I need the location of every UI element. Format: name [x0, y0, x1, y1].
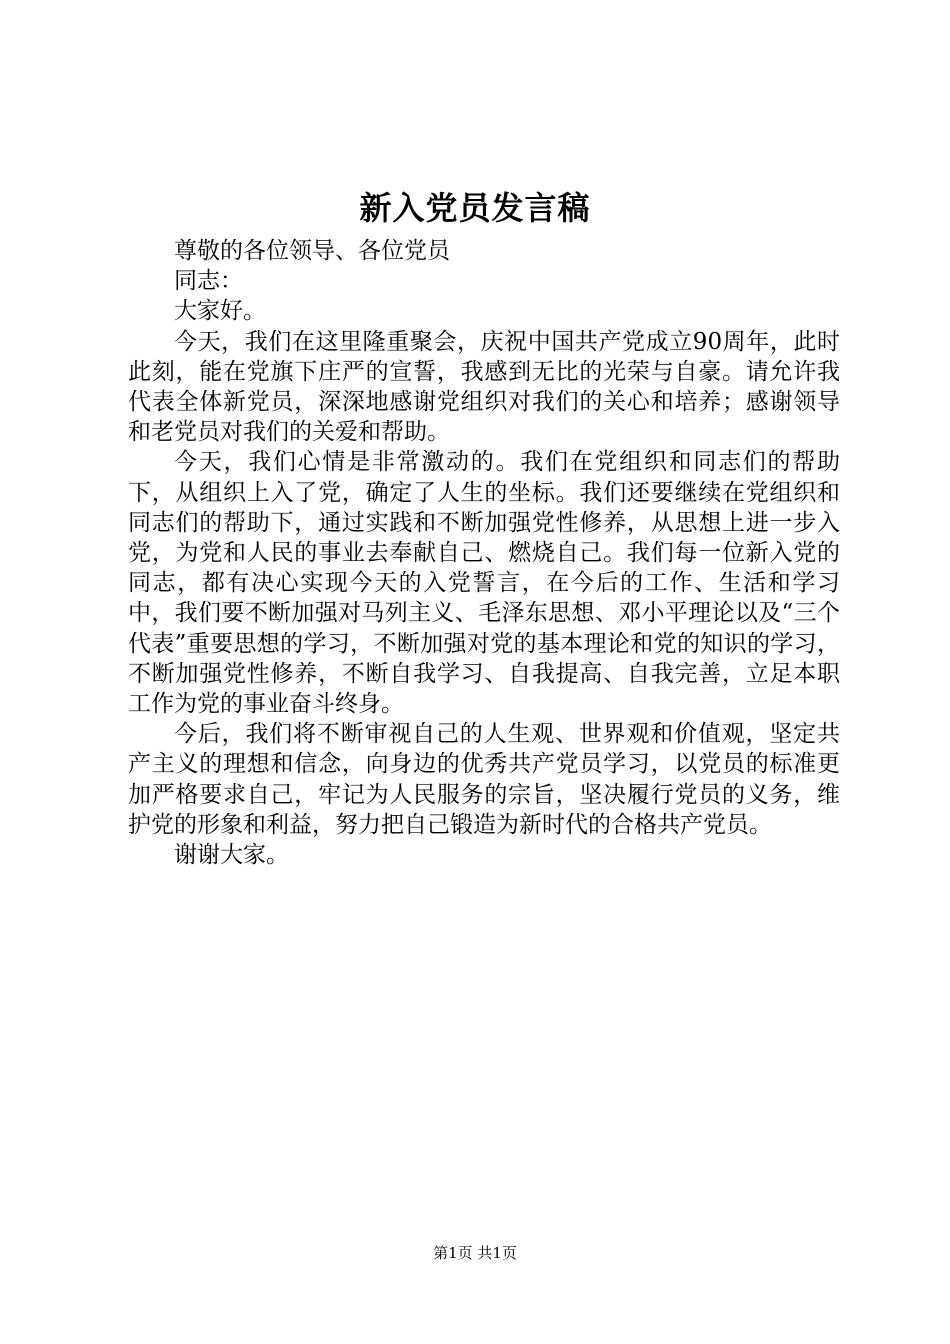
greeting: 大家好。 [174, 298, 266, 325]
document-title: 新入党员发言稿 [359, 189, 591, 227]
document-body [128, 236, 840, 870]
closing: 谢谢大家。 [174, 842, 289, 869]
page-footer: 第1页 共1页 [433, 1244, 517, 1262]
paragraph-1: 今天，我们在这里隆重聚会，庆祝中国共产党成立90周年，此时此刻，能在党旗下庄严的宣誓，我感到无比的光荣与自豪。请允许我代表全体新党员，深深地感谢党组织对我们的关心和培养；感谢领导和老党员对我们的关爱和帮助。 [128, 328, 840, 446]
salutation-line-1: 尊敬的各位领导、各位党员 [174, 238, 450, 264]
paragraph-2: 今天，我们心情是非常激动的。我们在党组织和同志们的帮助下，从组织上入了党，确定了人生的坐标。我们还要继续在党组织和同志们的帮助下，通过实践和不断加强党性修养，从思想上进一步入党，为党和人民的事业去奉献自己、燃烧自己。我们每一位新入党的同志，都有决心实现今天的入党誓言，在今后的工作、生活和学习中，我们要不断加强对马列主义、毛泽东思想、邓小平理论以及“三个代表”重要思想的学习，不断加强对党的基本理论和党的知识的学习，不断加强党性修养，不断自我学习、自我提高、自我完善，立足本职工作为党的事业奋斗终身。 [128, 449, 840, 718]
paragraph-3: 今后，我们将不断审视自己的人生观、世界观和价值观，坚定共产主义的理想和信念，向身边的优秀共产党员学习，以党员的标准更加严格要求自己，牢记为人民服务的宗旨，坚决履行党员的义务，维护党的形象和利益，努力把自己锻造为新时代的合格共产党员。 [128, 721, 840, 838]
salutation-line-2: 同志： [174, 268, 243, 295]
